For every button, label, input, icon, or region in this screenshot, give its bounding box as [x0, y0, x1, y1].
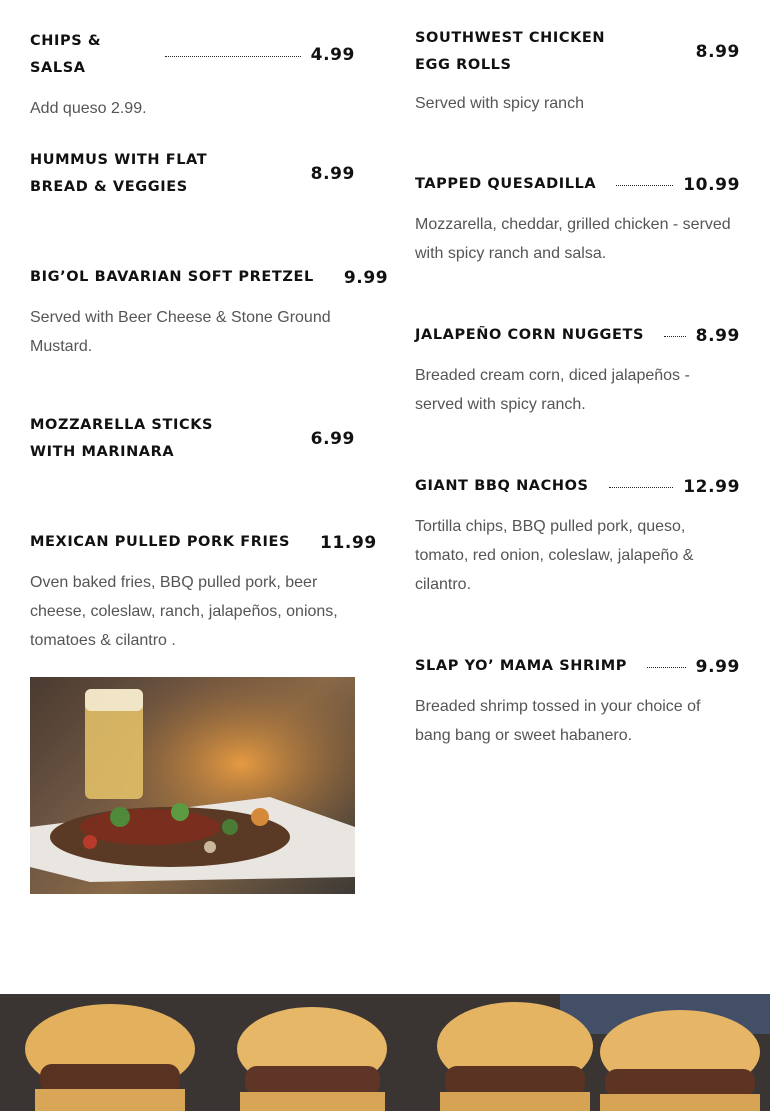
- dot-leader: [609, 487, 674, 488]
- sliders-photo-icon: [0, 994, 770, 1111]
- dot-leader: [165, 56, 301, 57]
- item-price: 9.99: [343, 267, 389, 288]
- item-price: 10.99: [683, 174, 740, 195]
- item-name: CHIPS & SALSA: [30, 33, 102, 76]
- item-description: Breaded shrimp tossed in your choice of bang bang or sweet habanero.: [415, 698, 701, 744]
- item-description: Breaded cream corn, diced jalapeños - served with spicy ranch.: [415, 367, 690, 413]
- menu-item: [415, 473, 740, 599]
- item-description: Served with Beer Cheese & Stone Ground Mustard.: [30, 309, 331, 355]
- dot-leader: [647, 667, 686, 668]
- menu-item: [415, 25, 740, 118]
- item-price: 8.99: [310, 164, 355, 184]
- item-price: 6.99: [310, 429, 355, 449]
- item-name: SLAP YO’ MAMA SHRIMP: [415, 658, 627, 674]
- item-name: MOZZARELLA STICKS WITH MARINARA: [30, 417, 214, 460]
- item-price: 11.99: [320, 532, 377, 553]
- item-name: TAPPED QUESADILLA: [415, 176, 597, 192]
- item-name: GIANT BBQ NACHOS: [415, 478, 589, 494]
- dot-leader: [664, 336, 686, 337]
- item-name: MEXICAN PULLED PORK FRIES: [30, 534, 291, 550]
- menu-item: [415, 322, 740, 419]
- menu-item: [30, 529, 377, 655]
- item-name: BIG’OL BAVARIAN SOFT PRETZEL: [30, 269, 314, 285]
- dot-leader: [616, 185, 673, 186]
- item-name: HUMMUS WITH FLAT BREAD & VEGGIES: [30, 152, 208, 195]
- item-name: SOUTHWEST CHICKEN EGG ROLLS: [415, 30, 606, 73]
- item-price: 12.99: [683, 476, 740, 497]
- menu-item: [30, 147, 355, 201]
- nachos-photo-icon: [30, 677, 355, 894]
- item-name: JALAPEÑO CORN NUGGETS: [415, 327, 644, 343]
- menu-item: [30, 264, 389, 361]
- item-price: 8.99: [695, 325, 740, 346]
- item-description: Tortilla chips, BBQ pulled pork, queso, tomato, red onion, coleslaw, jalapeño & cilantro.: [415, 518, 694, 593]
- menu-item: [415, 653, 740, 750]
- item-description: Add queso 2.99.: [30, 100, 147, 117]
- item-description: Oven baked fries, BBQ pulled pork, beer cheese, coleslaw, ranch, jalapeños, onions, tomatoes & cilantro .: [30, 574, 338, 649]
- item-description: Mozzarella, cheddar, grilled chicken - served with spicy ranch and salsa.: [415, 216, 731, 262]
- item-description: Served with spicy ranch: [415, 95, 584, 112]
- item-price: 4.99: [310, 45, 355, 65]
- menu-item: [30, 28, 355, 123]
- item-price: 8.99: [695, 42, 740, 62]
- item-price: 9.99: [695, 656, 740, 677]
- menu-item: [415, 171, 740, 268]
- menu-item: [30, 412, 355, 466]
